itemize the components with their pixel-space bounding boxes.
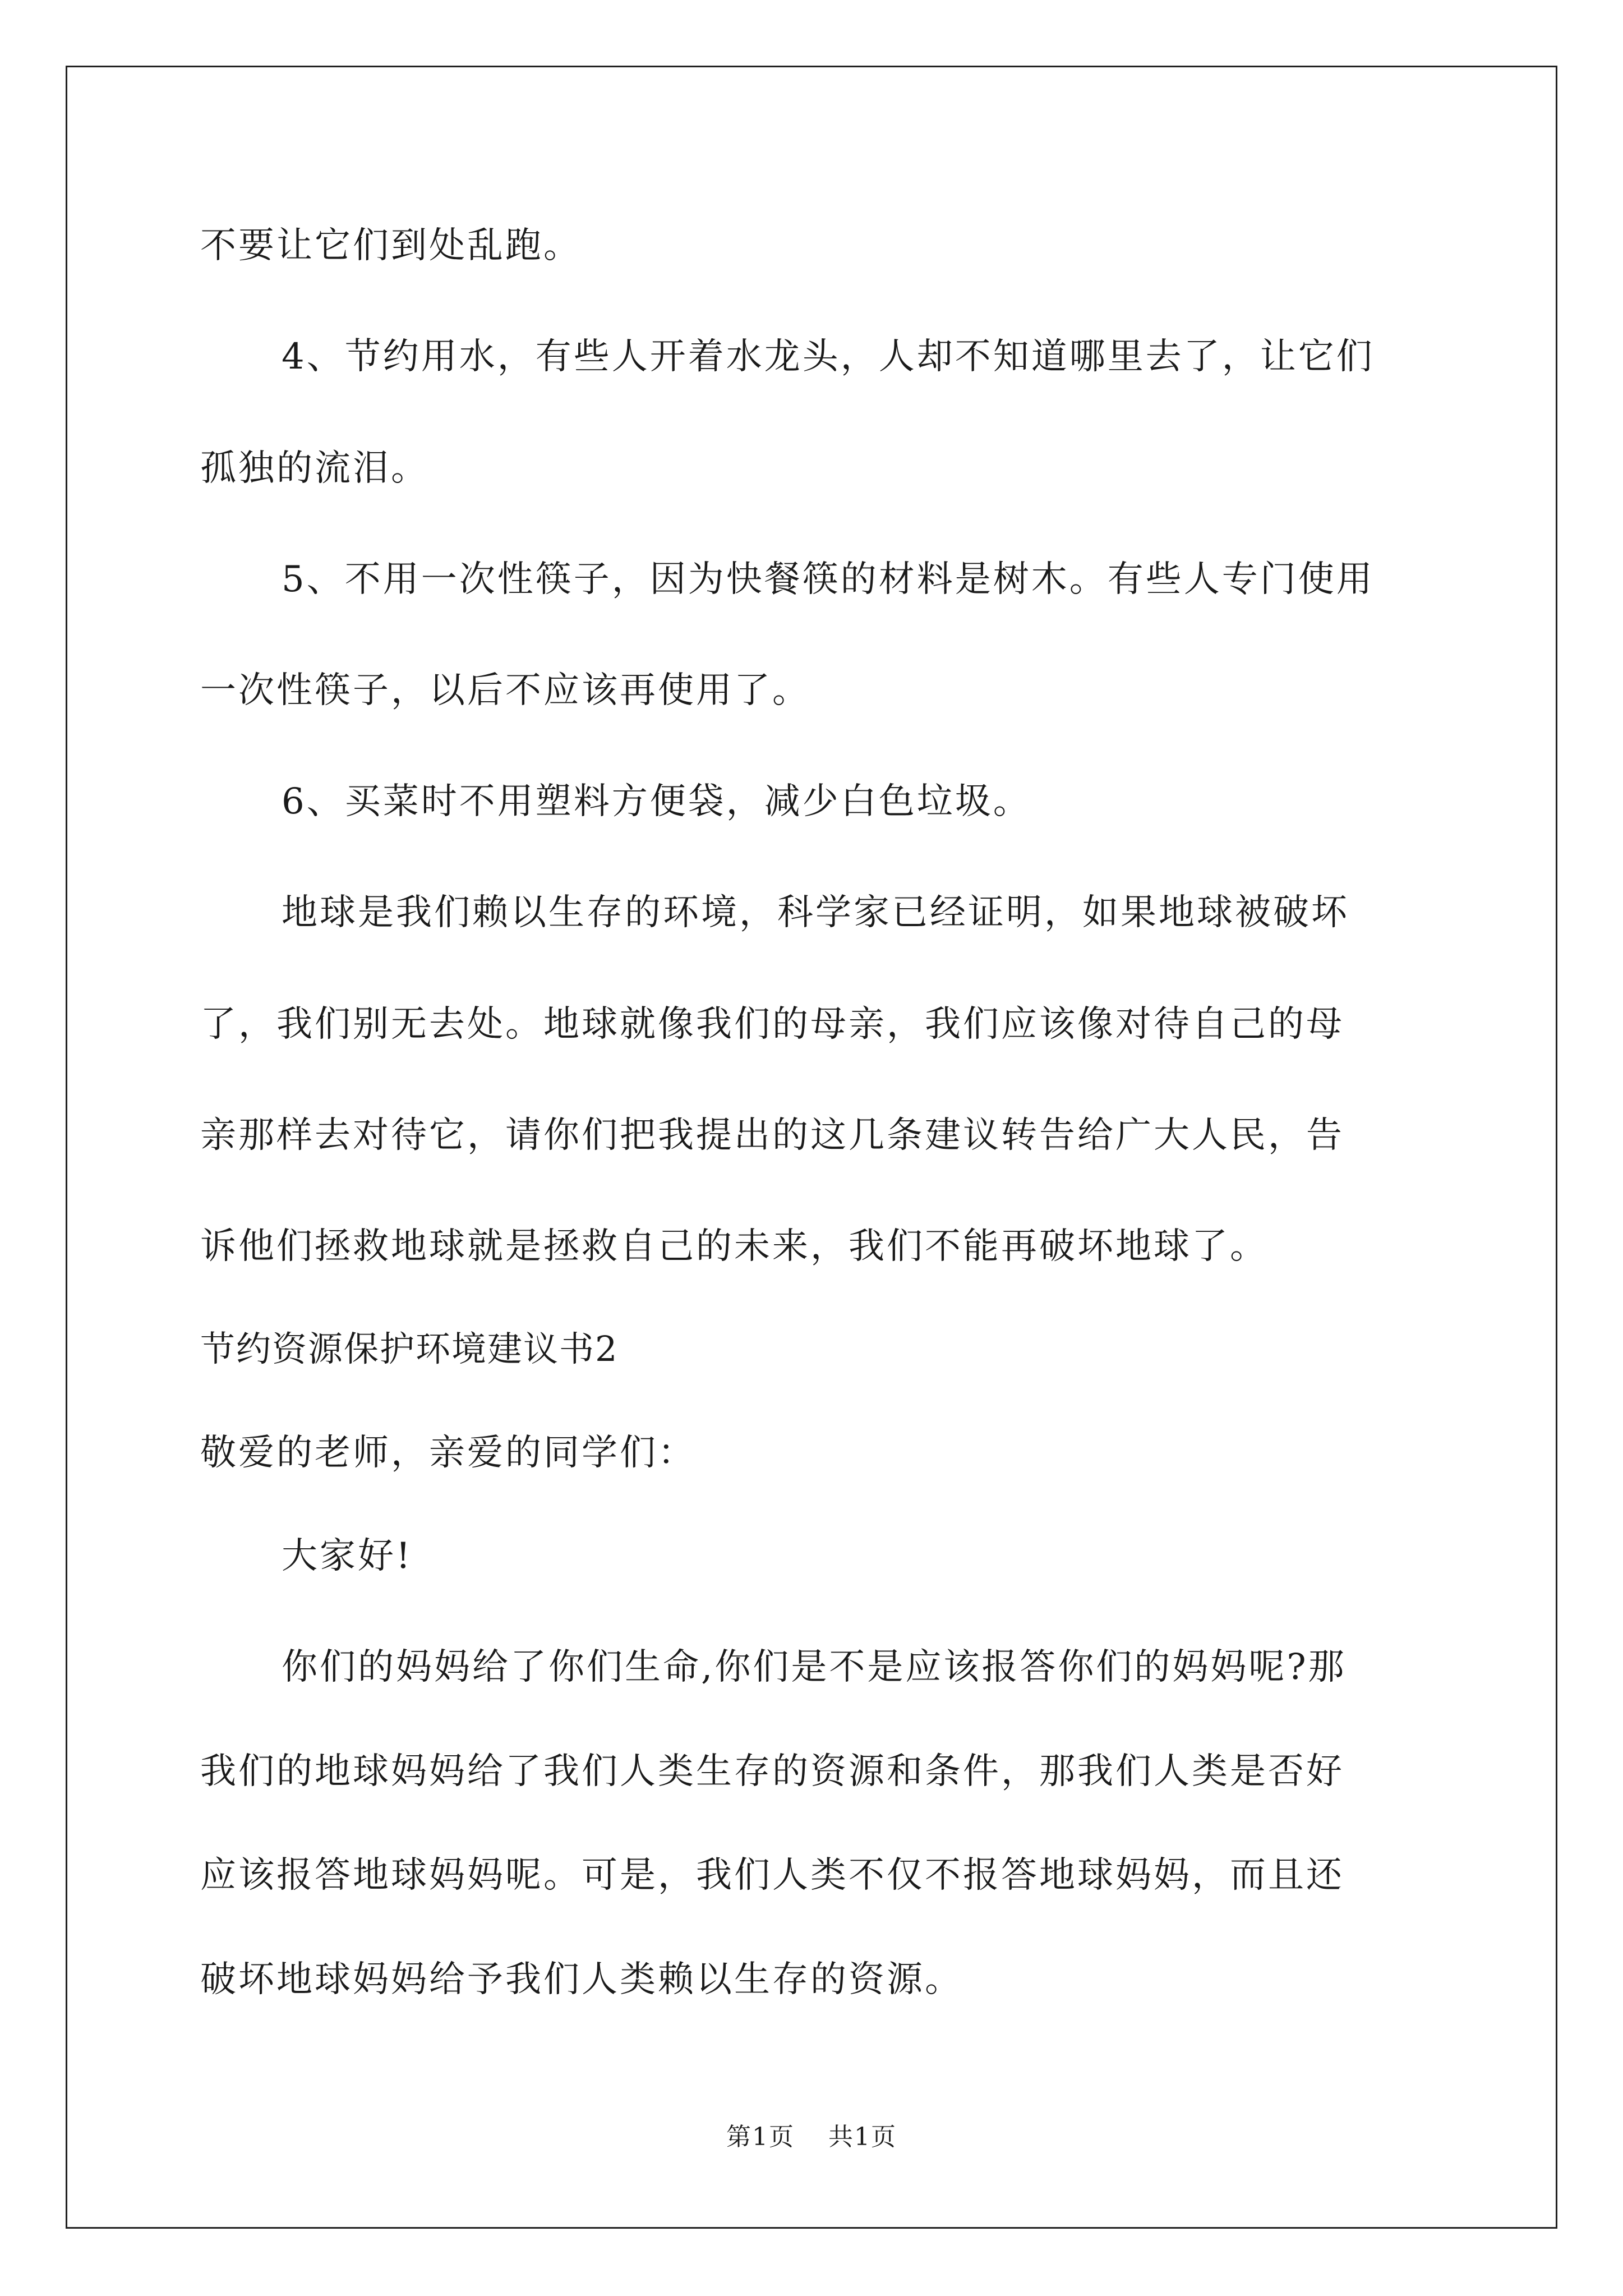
salutation: 敬爱的老师，亲爱的同学们：	[200, 1432, 696, 1474]
text-line: 亲那样去对待它，请你们把我提出的这几条建议转告给广大人民，告	[200, 1115, 1344, 1156]
page-total: 共1页	[828, 2123, 897, 2151]
text-line: 4、节约用水，有些人开着水龙头，人却不知道哪里去了，让它们	[282, 336, 1375, 378]
text-line: 不要让它们到处乱跑。	[200, 225, 582, 266]
page-number: 第1页	[726, 2123, 795, 2151]
greeting: 大家好!	[282, 1535, 413, 1577]
text-line: 我们的地球妈妈给了我们人类生存的资源和条件，那我们人类是否好	[200, 1751, 1344, 1792]
text-line: 一次性筷子，以后不应该再使用了。	[200, 670, 810, 711]
text-line: 破坏地球妈妈给予我们人类赖以生存的资源。	[200, 1959, 963, 2000]
section-heading: 节约资源保护环境建议书2	[200, 1328, 619, 1369]
page-footer	[0, 2122, 1623, 2153]
text-line: 诉他们拯救地球就是拯救自己的未来，我们不能再破坏地球了。	[200, 1226, 1268, 1267]
text-line: 6、买菜时不用塑料方便袋，减少白色垃圾。	[282, 781, 1031, 822]
text-line: 了，我们别无去处。地球就像我们的母亲，我们应该像对待自己的母	[200, 1004, 1344, 1045]
text-line: 你们的妈妈给了你们生命,你们是不是应该报答你们的妈妈呢?那	[282, 1646, 1347, 1688]
text-line: 孤独的流泪。	[200, 448, 429, 489]
text-line: 地球是我们赖以生存的环境，科学家已经证明，如果地球被破坏	[282, 892, 1349, 933]
text-line: 应该报答地球妈妈呢。可是，我们人类不仅不报答地球妈妈，而且还	[200, 1855, 1344, 1896]
text-line: 5、不用一次性筷子，因为快餐筷的材料是树木。有些人专门使用	[282, 559, 1375, 600]
